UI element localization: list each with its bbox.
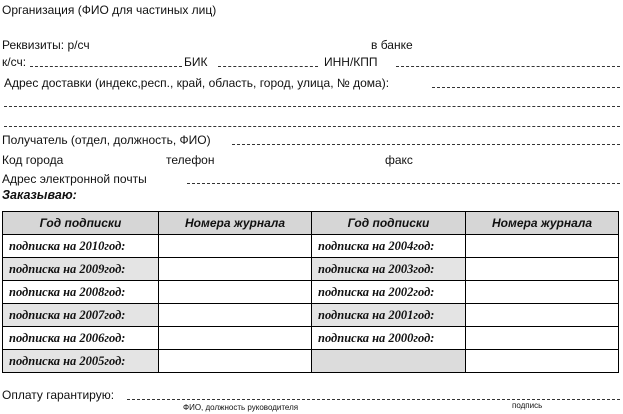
address-field-line-3[interactable] xyxy=(4,126,620,127)
address-field[interactable] xyxy=(432,87,620,88)
phone-label: телефон xyxy=(166,153,215,167)
organization-label: Организация (ФИО для частиных лиц) xyxy=(2,3,217,17)
guarantee-label: Оплату гарантирую: xyxy=(2,388,115,402)
year-label-left: подписка на 2006год: xyxy=(3,327,159,350)
recipient-field[interactable] xyxy=(232,144,620,145)
fax-label: факс xyxy=(385,153,413,167)
year-label-left: подписка на 2007год: xyxy=(3,304,159,327)
year-label-left: подписка на 2009год: xyxy=(3,258,159,281)
requisites-label: Реквизиты: р/сч xyxy=(2,38,90,52)
year-label-right: подписка на 2003год: xyxy=(312,258,466,281)
subscription-table xyxy=(2,211,619,373)
fio-caption: ФИО, должность руководителя xyxy=(183,403,299,412)
issue-numbers-field[interactable] xyxy=(159,304,312,327)
issue-numbers-field[interactable] xyxy=(159,327,312,350)
column-header: Год подписки xyxy=(3,212,159,235)
empty-cell xyxy=(466,350,619,373)
table-row xyxy=(3,258,619,281)
year-label-right: подписка на 2004год: xyxy=(312,235,466,258)
year-label-left: подписка на 2005год: xyxy=(3,350,159,373)
table-row xyxy=(3,235,619,258)
column-header: Номера журнала xyxy=(159,212,312,235)
issue-numbers-field[interactable] xyxy=(466,281,619,304)
issue-numbers-field[interactable] xyxy=(159,258,312,281)
email-label: Адрес электронной почты xyxy=(2,172,147,186)
year-label-left: подписка на 2008год: xyxy=(3,281,159,304)
table-row xyxy=(3,350,619,373)
table-row xyxy=(3,327,619,350)
table-row xyxy=(3,281,619,304)
empty-cell xyxy=(312,350,466,373)
bik-field[interactable] xyxy=(218,66,318,67)
issue-numbers-field[interactable] xyxy=(466,235,619,258)
guarantee-field[interactable] xyxy=(127,399,620,400)
year-label-right: подписка на 2002год: xyxy=(312,281,466,304)
recipient-label: Получатель (отдел, должность, ФИО) xyxy=(2,133,211,147)
ks-label: к/сч: xyxy=(2,55,27,69)
issue-numbers-field[interactable] xyxy=(159,350,312,373)
issue-numbers-field[interactable] xyxy=(159,235,312,258)
address-field-line-2[interactable] xyxy=(4,106,620,107)
year-label-right: подписка на 2000год: xyxy=(312,327,466,350)
bik-label: БИК xyxy=(184,55,208,69)
city-code-label: Код города xyxy=(2,153,64,167)
year-label-right: подписка на 2001год: xyxy=(312,304,466,327)
issue-numbers-field[interactable] xyxy=(466,258,619,281)
year-label-left: подписка на 2010год: xyxy=(3,235,159,258)
inn-field[interactable] xyxy=(396,66,620,67)
ks-field[interactable] xyxy=(30,66,182,67)
inn-label: ИНН/КПП xyxy=(324,55,378,69)
bank-label: в банке xyxy=(371,38,413,52)
order-heading: Заказываю: xyxy=(2,188,77,202)
column-header: Год подписки xyxy=(312,212,466,235)
table-row xyxy=(3,304,619,327)
signature-caption: подпись xyxy=(512,401,543,410)
column-header: Номера журнала xyxy=(466,212,619,235)
table-header-row xyxy=(3,212,619,235)
email-field[interactable] xyxy=(187,183,620,184)
issue-numbers-field[interactable] xyxy=(466,304,619,327)
issue-numbers-field[interactable] xyxy=(466,327,619,350)
issue-numbers-field[interactable] xyxy=(159,281,312,304)
address-label: Адрес доставки (индекс,респ., край, область, город, улица, № дома): xyxy=(4,76,390,90)
